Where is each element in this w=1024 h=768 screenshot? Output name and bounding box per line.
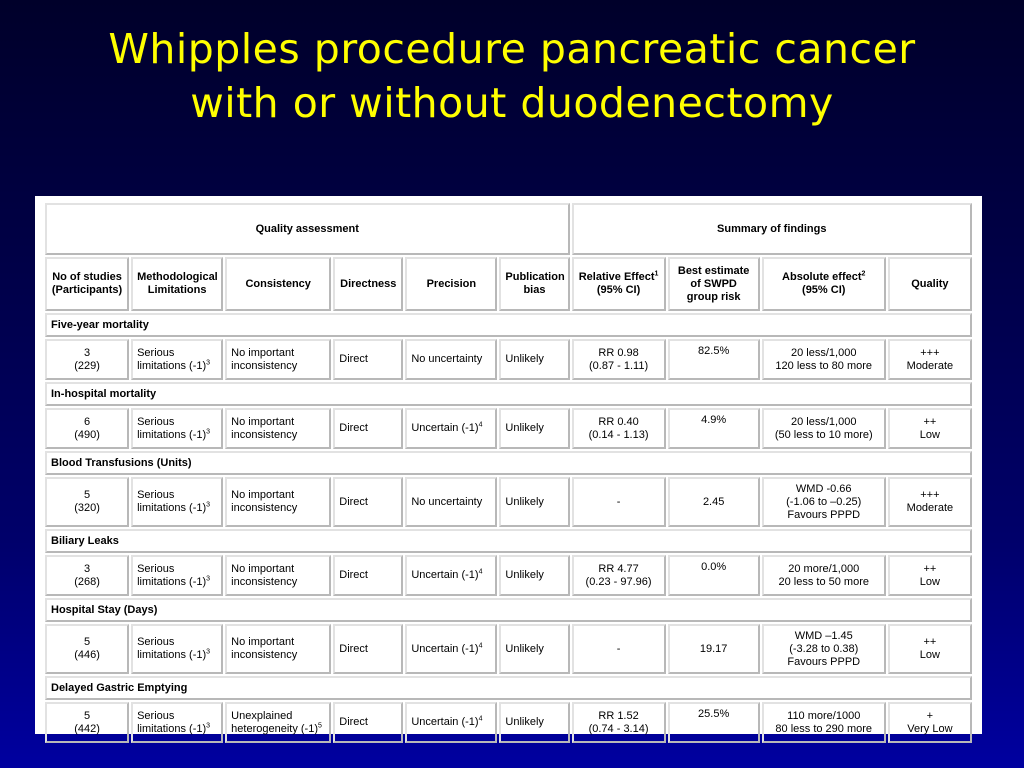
directness-cell — [333, 477, 403, 527]
absolute-effect-cell — [762, 555, 886, 596]
outcome-title: Five-year mortality — [45, 313, 972, 337]
quality-cell — [888, 339, 972, 380]
absolute-effect-range: (50 less to 10 more) — [774, 428, 873, 441]
absolute-effect-footnote: 2 — [861, 270, 866, 278]
slide-title — [0, 22, 1024, 130]
quality-symbols: ++ — [923, 415, 937, 428]
relative-effect-value: RR 4.77 — [598, 562, 639, 575]
quality-cell — [888, 477, 972, 527]
table-row — [45, 555, 972, 596]
precision-footnote: 4 — [478, 641, 483, 649]
studies-count: 3 — [83, 346, 91, 359]
quality-grade: Very Low — [907, 722, 953, 735]
precision-cell — [405, 702, 497, 743]
absolute-effect-value: WMD -0.66 — [795, 482, 852, 495]
absolute-effect-cell — [762, 702, 886, 743]
absolute-effect-value: 20 more/1,000 — [788, 562, 860, 575]
publication-bias-text: Unlikely — [505, 353, 544, 365]
publication-bias-cell — [499, 408, 569, 449]
swpd-risk-value: 82.5% — [698, 345, 730, 357]
studies-cell — [45, 339, 129, 380]
consistency-cell — [225, 624, 331, 674]
quality-cell — [888, 555, 972, 596]
swpd-risk-cell — [668, 477, 760, 527]
absolute-effect-value: 20 less/1,000 — [791, 415, 857, 428]
relative-effect-cell — [572, 339, 666, 380]
directness-cell — [333, 702, 403, 743]
consistency-cell — [225, 408, 331, 449]
directness-cell — [333, 624, 403, 674]
publication-bias-cell — [499, 702, 569, 743]
section-header-row — [45, 676, 972, 700]
precision-text: Uncertain (-1) — [411, 642, 479, 655]
relative-effect-cell — [572, 702, 666, 743]
quality-symbols: + — [926, 709, 934, 722]
quality-symbols: +++ — [920, 346, 940, 359]
section-header-row — [45, 598, 972, 622]
studies-cell — [45, 624, 129, 674]
swpd-risk-value: 0.0% — [701, 561, 727, 573]
consistency-cell — [225, 702, 331, 743]
precision-footnote: 4 — [478, 568, 483, 576]
table-row — [45, 408, 972, 449]
limitations-text: Serious limitations (-1) — [137, 709, 207, 735]
consistency-text: Unexplained heterogeneity (-1) — [231, 709, 318, 735]
quality-cell — [888, 624, 972, 674]
directness-text: Direct — [339, 422, 368, 434]
relative-effect-ci: (0.14 - 1.13) — [588, 428, 649, 441]
directness-text: Direct — [339, 353, 368, 365]
studies-cell — [45, 702, 129, 743]
swpd-risk-value: 19.17 — [699, 642, 728, 655]
limitations-text: Serious limitations (-1) — [137, 415, 207, 441]
col-header-swpd-risk: Best estimate of SWPD group risk — [668, 257, 760, 311]
quality-grade: Moderate — [906, 502, 954, 514]
precision-text: Uncertain (-1) — [411, 569, 479, 581]
publication-bias-cell — [499, 477, 569, 527]
limitations-footnote: 3 — [206, 721, 211, 729]
absolute-effect-range: (-3.28 to 0.38) — [789, 642, 859, 655]
absolute-effect-value: WMD –1.45 — [794, 629, 853, 642]
quality-grade: Low — [919, 428, 940, 441]
precision-cell — [405, 339, 497, 380]
studies-count: 6 — [83, 415, 91, 428]
absolute-effect-value: 110 more/1000 — [787, 709, 861, 722]
group-header-row — [45, 203, 972, 255]
col-header-studies: No of studies (Participants) — [45, 257, 129, 311]
swpd-risk-cell — [668, 555, 760, 596]
publication-bias-cell — [499, 624, 569, 674]
publication-bias-cell — [499, 555, 569, 596]
publication-bias-cell — [499, 339, 569, 380]
quality-symbols: ++ — [923, 562, 937, 575]
publication-bias-text: Unlikely — [505, 569, 544, 581]
col-header-precision: Precision — [405, 257, 497, 311]
swpd-risk-cell — [668, 339, 760, 380]
limitations-text: Serious limitations (-1) — [137, 346, 207, 372]
relative-effect-label: Relative Effect — [578, 271, 655, 283]
swpd-risk-cell — [668, 702, 760, 743]
section-header-row — [45, 529, 972, 553]
relative-effect-cell — [572, 477, 666, 527]
quality-cell — [888, 702, 972, 743]
limitations-text: Serious limitations (-1) — [137, 636, 207, 661]
quality-symbols: ++ — [923, 636, 937, 648]
outcome-title: Blood Transfusions (Units) — [45, 451, 972, 475]
precision-text: No uncertainty — [411, 495, 483, 508]
col-header-limitations: Methodological Limitations — [131, 257, 223, 311]
participants-count: (442) — [74, 722, 100, 735]
studies-count: 5 — [83, 709, 91, 722]
consistency-text: No important inconsistency — [231, 415, 298, 441]
directness-cell — [333, 408, 403, 449]
table-row — [45, 702, 972, 743]
col-header-directness: Directness — [333, 257, 403, 311]
relative-effect-footnote: 1 — [654, 270, 659, 278]
participants-count: (268) — [74, 575, 100, 588]
relative-effect-value: RR 0.98 — [598, 346, 639, 359]
relative-effect-cell — [572, 624, 666, 674]
slide-title-line-2: with or without duodenectomy — [190, 79, 834, 127]
relative-effect-ci: (0.23 - 97.96) — [585, 575, 652, 588]
limitations-footnote: 3 — [206, 427, 211, 435]
swpd-risk-value: 2.45 — [702, 495, 725, 508]
absolute-effect-cell — [762, 408, 886, 449]
consistency-text: No important inconsistency — [231, 346, 298, 372]
directness-cell — [333, 339, 403, 380]
studies-cell — [45, 555, 129, 596]
limitations-footnote: 3 — [206, 648, 211, 656]
consistency-text: No important inconsistency — [231, 489, 298, 514]
section-header-row — [45, 382, 972, 406]
summary-of-findings-header: Summary of findings — [572, 203, 972, 255]
studies-count: 5 — [83, 489, 91, 501]
quality-grade: Low — [919, 575, 940, 588]
participants-count: (320) — [74, 502, 100, 514]
outcome-title: Delayed Gastric Emptying — [45, 676, 972, 700]
absolute-effect-range: (-1.06 to –0.25) — [786, 495, 862, 508]
outcome-title: Hospital Stay (Days) — [45, 598, 972, 622]
limitations-footnote: 3 — [206, 358, 211, 366]
participants-count: (229) — [74, 359, 100, 372]
precision-cell — [405, 624, 497, 674]
relative-effect-value: RR 0.40 — [598, 415, 639, 428]
quality-grade: Moderate — [906, 359, 954, 372]
absolute-effect-ci-label: (95% CI) — [802, 284, 846, 296]
limitations-cell — [131, 624, 223, 674]
consistency-cell — [225, 555, 331, 596]
table-row — [45, 339, 972, 380]
absolute-effect-cell — [762, 477, 886, 527]
quality-grade: Low — [919, 649, 940, 661]
col-header-consistency: Consistency — [225, 257, 331, 311]
absolute-effect-cell — [762, 339, 886, 380]
swpd-risk-cell — [668, 624, 760, 674]
publication-bias-text: Unlikely — [505, 495, 544, 508]
precision-cell — [405, 408, 497, 449]
limitations-cell — [131, 702, 223, 743]
absolute-effect-favours: Favours PPPD — [787, 508, 861, 521]
absolute-effect-cell — [762, 624, 886, 674]
participants-count: (446) — [74, 649, 100, 661]
studies-cell — [45, 408, 129, 449]
absolute-effect-range: 20 less to 50 more — [778, 575, 869, 588]
consistency-text: No important inconsistency — [231, 562, 298, 588]
directness-text: Direct — [339, 716, 368, 728]
quality-cell — [888, 408, 972, 449]
relative-effect-ci: (0.74 - 3.14) — [588, 722, 649, 735]
precision-text: Uncertain (-1) — [411, 422, 479, 434]
precision-footnote: 4 — [478, 421, 483, 429]
absolute-effect-label: Absolute effect — [782, 271, 862, 283]
limitations-cell — [131, 477, 223, 527]
absolute-effect-value: 20 less/1,000 — [791, 346, 857, 359]
directness-text: Direct — [339, 569, 368, 581]
relative-effect-ci-label: (95% CI) — [596, 284, 641, 296]
table-row — [45, 624, 972, 674]
studies-cell — [45, 477, 129, 527]
relative-effect-value: - — [616, 642, 621, 655]
publication-bias-text: Unlikely — [505, 422, 544, 434]
slide-title-line-1: Whipples procedure pancreatic cancer — [108, 25, 916, 73]
precision-text: No uncertainty — [411, 353, 483, 365]
grade-evidence-table — [43, 201, 974, 745]
directness-text: Direct — [339, 495, 368, 508]
relative-effect-value: RR 1.52 — [598, 709, 639, 722]
absolute-effect-range: 120 less to 80 more — [775, 359, 873, 372]
quality-assessment-header: Quality assessment — [45, 203, 570, 255]
directness-cell — [333, 555, 403, 596]
studies-count: 3 — [83, 562, 91, 575]
consistency-cell — [225, 477, 331, 527]
precision-footnote: 4 — [478, 715, 483, 723]
relative-effect-value: - — [616, 495, 621, 508]
consistency-text: No important inconsistency — [231, 636, 298, 661]
section-header-row — [45, 313, 972, 337]
consistency-cell — [225, 339, 331, 380]
relative-effect-cell — [572, 408, 666, 449]
publication-bias-text: Unlikely — [505, 716, 544, 728]
col-header-quality: Quality — [888, 257, 972, 311]
limitations-text: Serious limitations (-1) — [137, 562, 207, 588]
outcome-title: In-hospital mortality — [45, 382, 972, 406]
outcome-title: Biliary Leaks — [45, 529, 972, 553]
col-header-relative-effect — [572, 257, 666, 311]
studies-count: 5 — [83, 636, 91, 648]
relative-effect-ci: (0.87 - 1.11) — [589, 359, 649, 372]
limitations-cell — [131, 408, 223, 449]
section-header-row — [45, 451, 972, 475]
absolute-effect-range: 80 less to 290 more — [775, 722, 873, 735]
limitations-footnote: 3 — [206, 574, 211, 582]
absolute-effect-favours: Favours PPPD — [787, 655, 861, 668]
col-header-publication-bias: Publication bias — [499, 257, 569, 311]
directness-text: Direct — [339, 642, 368, 655]
precision-text: Uncertain (-1) — [411, 716, 479, 728]
col-header-absolute-effect — [762, 257, 886, 311]
quality-symbols: +++ — [920, 489, 940, 501]
limitations-footnote: 3 — [206, 501, 211, 509]
limitations-cell — [131, 339, 223, 380]
consistency-footnote: 5 — [317, 721, 322, 729]
limitations-cell — [131, 555, 223, 596]
relative-effect-cell — [572, 555, 666, 596]
column-header-row — [45, 257, 972, 311]
publication-bias-text: Unlikely — [505, 642, 544, 655]
table-body — [45, 203, 972, 743]
table-row — [45, 477, 972, 527]
swpd-risk-cell — [668, 408, 760, 449]
grade-table-panel — [35, 196, 982, 734]
swpd-risk-value: 25.5% — [698, 708, 730, 720]
swpd-risk-value: 4.9% — [701, 414, 727, 426]
precision-cell — [405, 477, 497, 527]
precision-cell — [405, 555, 497, 596]
participants-count: (490) — [74, 428, 100, 441]
limitations-text: Serious limitations (-1) — [137, 489, 207, 514]
